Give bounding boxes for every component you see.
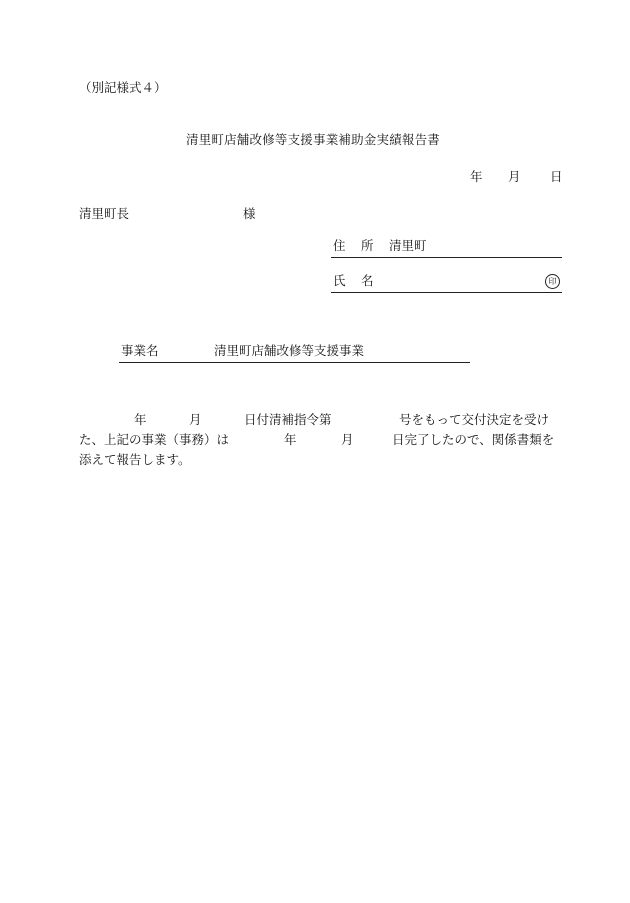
completion-month-label: 月 [341, 432, 354, 447]
project-name-field [119, 345, 470, 363]
date-day-label: 日 [550, 169, 563, 184]
decision-year-label: 年 [134, 412, 147, 427]
project-reference-text: た、上記の事業（事務）は [79, 432, 230, 447]
address-label-part1: 住 [333, 238, 346, 253]
addressee-name: 清里町長 [79, 206, 130, 221]
decision-number-text: 号をもって交付決定を受け [399, 412, 550, 427]
body-line-3 [79, 454, 562, 474]
date-line [470, 171, 562, 185]
project-value: 清里町店舗改修等支援事業 [214, 343, 365, 358]
seal-icon: 印 [545, 274, 560, 289]
address-value: 清里町 [389, 238, 427, 253]
body-line-1 [79, 414, 562, 434]
decision-month-label: 月 [189, 412, 202, 427]
name-label-part2: 名 [361, 273, 374, 288]
date-year-label: 年 [470, 169, 483, 184]
report-body [79, 414, 562, 474]
date-month-label: 月 [508, 169, 521, 184]
address-label-part2: 所 [361, 238, 374, 253]
address-field [331, 240, 562, 258]
decision-date-text: 日付清補指令第 [244, 412, 332, 427]
completion-text: 日完了したので、関係書類を [392, 432, 555, 447]
document-title: 清里町店舗改修等支援事業補助金実績報告書 [186, 132, 441, 147]
body-line-2 [79, 434, 562, 454]
addressee-honorific: 様 [243, 206, 256, 221]
name-label-part1: 氏 [333, 273, 346, 288]
name-field [331, 275, 562, 293]
completion-year-label: 年 [284, 432, 297, 447]
project-label: 事業名 [121, 343, 159, 358]
closing-text: 添えて報告します。 [79, 452, 191, 467]
form-number: （別記様式４） [79, 80, 167, 95]
